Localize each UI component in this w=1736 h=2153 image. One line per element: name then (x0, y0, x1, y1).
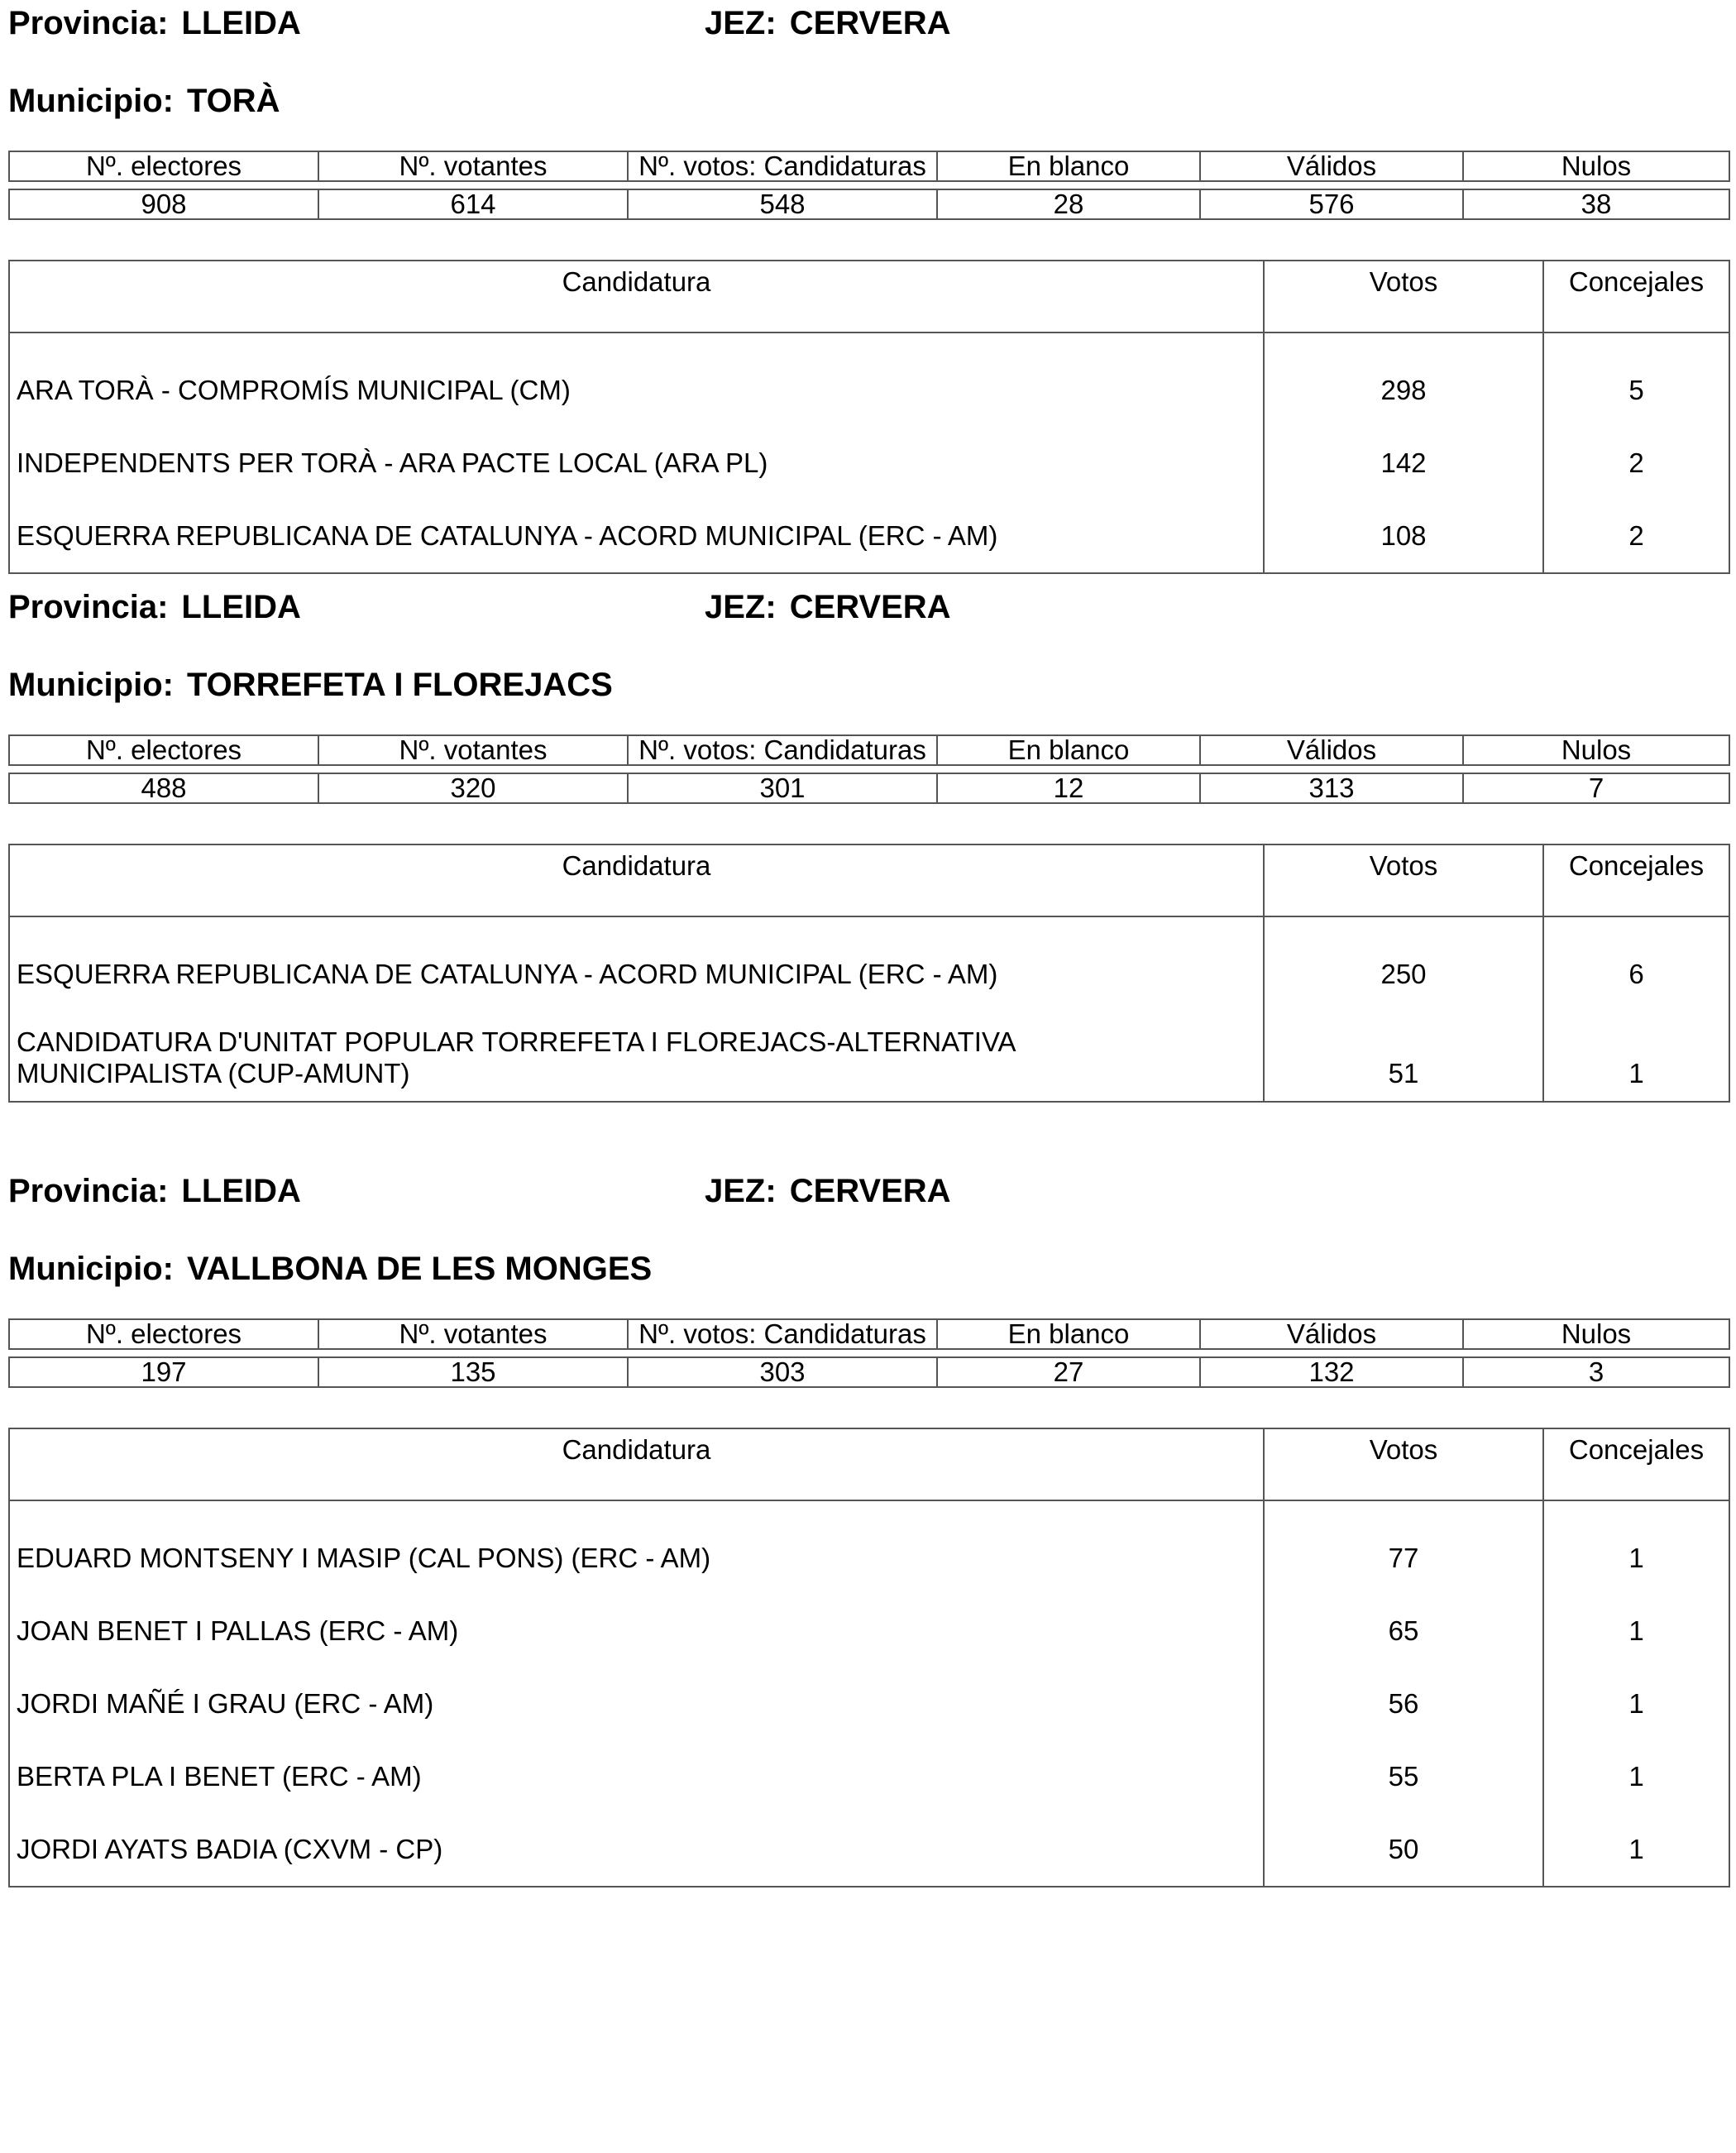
candidatura-header: Candidatura (9, 261, 1264, 333)
votos-value: 142 (1264, 427, 1543, 500)
validos-header: Válidos (1200, 151, 1463, 181)
candidatura-header: Candidatura (9, 1428, 1264, 1500)
summary-values-row (9, 1357, 1729, 1387)
nulos-header: Nulos (1463, 151, 1729, 181)
concejales-value: 1 (1543, 1500, 1729, 1595)
table-row (9, 1595, 1729, 1667)
summary-values-row (9, 773, 1729, 803)
jez-value: CERVERA (789, 589, 951, 625)
table-row (9, 916, 1729, 1011)
nulos-header: Nulos (1463, 735, 1729, 765)
municipio-value: TORÀ (186, 83, 280, 119)
table-row (9, 1740, 1729, 1813)
en-blanco-value: 27 (937, 1357, 1200, 1387)
votos-value: 65 (1264, 1595, 1543, 1667)
provincia-header: Provincia: LLEIDA (8, 5, 301, 41)
municipio-title: Municipio: VALLBONA DE LES MONGES (8, 1251, 653, 1287)
municipio-value: TORREFETA I FLOREJACS (186, 667, 613, 703)
candidatura-header: Candidatura (9, 844, 1264, 916)
votos-candidaturas-header: Nº. votos: Candidaturas (628, 151, 937, 181)
table-row (9, 427, 1729, 500)
en-blanco-value: 12 (937, 773, 1200, 803)
en-blanco-value: 28 (937, 189, 1200, 219)
en-blanco-header: En blanco (937, 735, 1200, 765)
concejales-value: 1 (1543, 1011, 1729, 1102)
summary-values-row (9, 189, 1729, 219)
candidatura-name: JORDI AYATS BADIA (CXVM - CP) (9, 1813, 1264, 1887)
votos-header: Votos (1264, 261, 1543, 333)
candidaturas-table (8, 1428, 1730, 1887)
votos-value: 50 (1264, 1813, 1543, 1887)
candidaturas-table (8, 260, 1730, 574)
candidatura-name (9, 1011, 1264, 1102)
electores-value: 488 (9, 773, 318, 803)
electores-header: Nº. electores (9, 735, 318, 765)
votos-candidaturas-header: Nº. votos: Candidaturas (628, 1319, 937, 1349)
votantes-value: 135 (318, 1357, 628, 1387)
provincia-value: LLEIDA (181, 589, 301, 625)
votos-value: 108 (1264, 500, 1543, 573)
summary-table (8, 1318, 1730, 1388)
municipio-value: VALLBONA DE LES MONGES (186, 1251, 653, 1287)
jez-value: CERVERA (789, 5, 951, 41)
votos-value: 77 (1264, 1500, 1543, 1595)
candidatura-name: JORDI MAÑÉ I GRAU (ERC - AM) (9, 1667, 1264, 1740)
votos-header: Votos (1264, 844, 1543, 916)
concejales-value: 1 (1543, 1667, 1729, 1740)
votos-candidaturas-value: 548 (628, 189, 937, 219)
votantes-header: Nº. votantes (318, 735, 628, 765)
concejales-header: Concejales (1543, 844, 1729, 916)
en-blanco-header: En blanco (937, 1319, 1200, 1349)
concejales-header: Concejales (1543, 1428, 1729, 1500)
concejales-value: 5 (1543, 333, 1729, 427)
validos-header: Válidos (1200, 1319, 1463, 1349)
electores-header: Nº. electores (9, 1319, 318, 1349)
electores-value: 908 (9, 189, 318, 219)
candidatura-name: BERTA PLA I BENET (ERC - AM) (9, 1740, 1264, 1813)
jez-header: JEZ: CERVERA (705, 1173, 951, 1209)
jez-value: CERVERA (789, 1173, 951, 1209)
concejales-value: 1 (1543, 1813, 1729, 1887)
candidatura-name: ARA TORÀ - COMPROMÍS MUNICIPAL (CM) (9, 333, 1264, 427)
validos-value: 576 (1200, 189, 1463, 219)
table-row (9, 500, 1729, 573)
summary-header-row (9, 735, 1729, 765)
concejales-header: Concejales (1543, 261, 1729, 333)
votantes-value: 614 (318, 189, 628, 219)
provincia-value: LLEIDA (181, 1173, 301, 1209)
municipio-title: Municipio: TORREFETA I FLOREJACS (8, 667, 613, 703)
votos-value: 56 (1264, 1667, 1543, 1740)
table-row (9, 1011, 1729, 1102)
candidaturas-header-row (9, 1428, 1729, 1500)
concejales-value: 1 (1543, 1595, 1729, 1667)
votos-value: 298 (1264, 333, 1543, 427)
votantes-value: 320 (318, 773, 628, 803)
validos-header: Válidos (1200, 735, 1463, 765)
concejales-value: 1 (1543, 1740, 1729, 1813)
candidatura-name-line-2: MUNICIPALISTA (CUP-AMUNT) (17, 1058, 410, 1088)
votos-value: 51 (1264, 1011, 1543, 1102)
candidatura-name: INDEPENDENTS PER TORÀ - ARA PACTE LOCAL (ARA PL) (9, 427, 1264, 500)
candidaturas-header-row (9, 844, 1729, 916)
concejales-value: 2 (1543, 427, 1729, 500)
votos-value: 250 (1264, 916, 1543, 1011)
votos-value: 55 (1264, 1740, 1543, 1813)
candidatura-name: EDUARD MONTSENY I MASIP (CAL PONS) (ERC - AM) (9, 1500, 1264, 1595)
summary-table (8, 734, 1730, 804)
jez-header: JEZ: CERVERA (705, 5, 951, 41)
candidatura-name: ESQUERRA REPUBLICANA DE CATALUNYA - ACORD MUNICIPAL (ERC - AM) (9, 916, 1264, 1011)
table-row (9, 1500, 1729, 1595)
votos-candidaturas-value: 301 (628, 773, 937, 803)
votos-header: Votos (1264, 1428, 1543, 1500)
jez-header: JEZ: CERVERA (705, 589, 951, 625)
electores-value: 197 (9, 1357, 318, 1387)
votantes-header: Nº. votantes (318, 151, 628, 181)
table-row (9, 1667, 1729, 1740)
votantes-header: Nº. votantes (318, 1319, 628, 1349)
provincia-header: Provincia: LLEIDA (8, 589, 301, 625)
table-row (9, 333, 1729, 427)
validos-value: 313 (1200, 773, 1463, 803)
votos-candidaturas-value: 303 (628, 1357, 937, 1387)
votos-candidaturas-header: Nº. votos: Candidaturas (628, 735, 937, 765)
validos-value: 132 (1200, 1357, 1463, 1387)
nulos-header: Nulos (1463, 1319, 1729, 1349)
table-row (9, 1813, 1729, 1887)
candidatura-name: JOAN BENET I PALLAS (ERC - AM) (9, 1595, 1264, 1667)
municipio-title: Municipio: TORÀ (8, 83, 280, 119)
provincia-value: LLEIDA (181, 5, 301, 41)
provincia-header: Provincia: LLEIDA (8, 1173, 301, 1209)
en-blanco-header: En blanco (937, 151, 1200, 181)
electores-header: Nº. electores (9, 151, 318, 181)
summary-table (8, 151, 1730, 220)
candidatura-name: ESQUERRA REPUBLICANA DE CATALUNYA - ACORD MUNICIPAL (ERC - AM) (9, 500, 1264, 573)
nulos-value: 38 (1463, 189, 1729, 219)
summary-header-row (9, 1319, 1729, 1349)
concejales-value: 2 (1543, 500, 1729, 573)
nulos-value: 3 (1463, 1357, 1729, 1387)
concejales-value: 6 (1543, 916, 1729, 1011)
nulos-value: 7 (1463, 773, 1729, 803)
summary-header-row (9, 151, 1729, 181)
candidaturas-header-row (9, 261, 1729, 333)
candidatura-name-line-1: CANDIDATURA D'UNITAT POPULAR TORREFETA I FLOREJACS-ALTERNATIVA (17, 1026, 1016, 1057)
candidaturas-table (8, 844, 1730, 1103)
